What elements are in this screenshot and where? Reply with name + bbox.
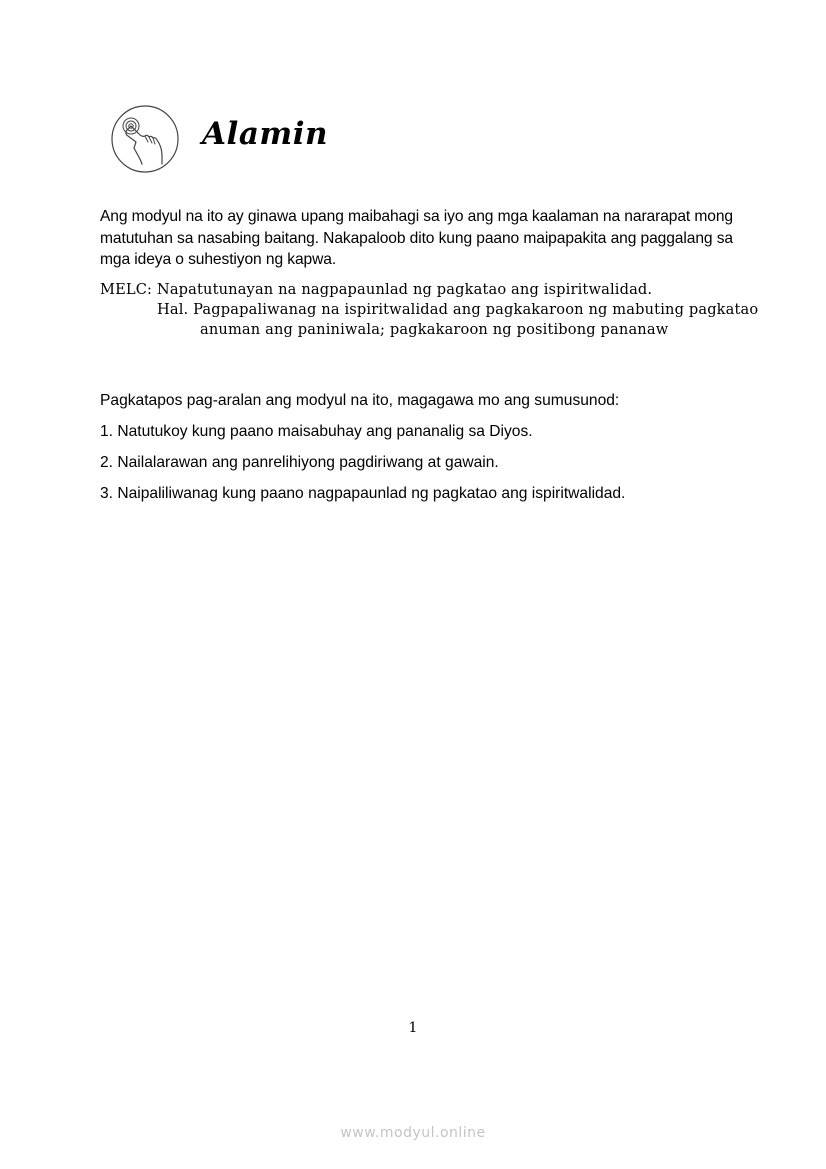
intro-paragraph: Ang modyul na ito ay ginawa upang maibahagi sa iyo ang mga kaalaman na nararapat mong matutuhan sa nasabing baitang. Nakapaloob dito kung paano maipapakita ang paggalang sa mga ideya o suhestiyon ng kapwa. [100, 208, 733, 268]
objectives-lead: Pagkatapos pag-aralan ang modyul na ito, magagawa mo ang sumusunod: [100, 392, 620, 409]
touch-hand-icon [110, 104, 180, 174]
watermark: www.modyul.online [340, 1125, 486, 1141]
melc-example: Hal. Pagpapaliwanag na ispiritwalidad ang pagkakaroon ng mabuting pagkatao anuman ang paniniwala; pagkakaroon ng positibong pananaw [157, 301, 759, 338]
melc-statement: MELC: Napatutunayan na nagpapaunlad ng pagkatao ang ispiritwalidad. [100, 281, 653, 298]
page-number: 1 [408, 1020, 418, 1036]
section-title: Alamin [202, 116, 329, 152]
melc-block [100, 280, 759, 340]
objective-item: 3. Naipaliliwanag kung paano nagpapaunlad ng pagkatao ang ispiritwalidad. [100, 485, 626, 502]
objectives-block [100, 390, 760, 514]
objective-item: 2. Nailalarawan ang panrelihiyong pagdiriwang at gawain. [100, 454, 499, 471]
objective-item: 1. Natutukoy kung paano maisabuhay ang pananalig sa Diyos. [100, 423, 533, 440]
